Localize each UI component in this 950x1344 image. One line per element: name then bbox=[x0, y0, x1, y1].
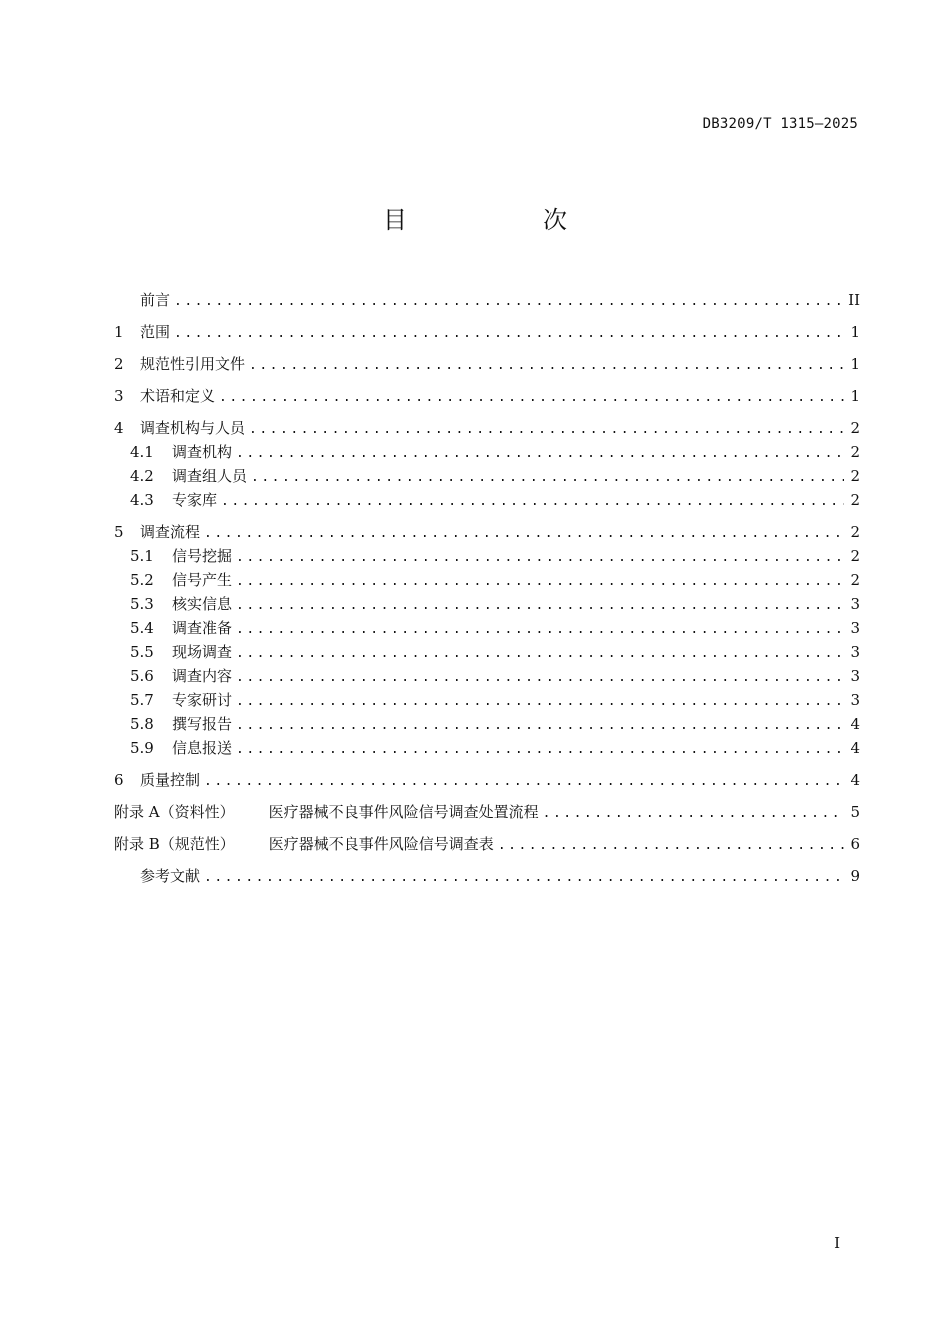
toc-entry-number: 4.3 bbox=[130, 491, 154, 509]
toc-entry[interactable] bbox=[114, 712, 860, 736]
toc-entry-page: 3 bbox=[850, 667, 860, 685]
toc-entry-page: 3 bbox=[850, 619, 860, 637]
toc-dot-leader bbox=[249, 418, 844, 442]
toc-entry[interactable] bbox=[114, 736, 860, 760]
toc-entry[interactable] bbox=[114, 384, 860, 408]
toc-entry-number: 5.8 bbox=[130, 715, 154, 733]
toc-entry-label: 调查准备 bbox=[172, 619, 233, 637]
toc-entry-page: II bbox=[848, 291, 860, 309]
document-code: DB3209/T 1315—2025 bbox=[702, 116, 858, 132]
toc-entry-page: 1 bbox=[850, 387, 860, 405]
toc-entry[interactable] bbox=[114, 288, 860, 312]
toc-entry-label: 医疗器械不良事件风险信号调查处置流程 bbox=[268, 803, 539, 821]
toc-entry-page: 6 bbox=[850, 835, 860, 853]
toc-entry[interactable] bbox=[114, 832, 860, 856]
toc-entry-number: 5.5 bbox=[130, 643, 154, 661]
toc-dot-leader bbox=[204, 866, 844, 890]
toc-entry-number: 5.4 bbox=[130, 619, 154, 637]
toc-entry[interactable] bbox=[114, 440, 860, 464]
toc-entry-label: 前言 bbox=[140, 291, 171, 309]
toc-entry-number: 1 bbox=[114, 323, 124, 341]
toc-entry-page: 3 bbox=[850, 643, 860, 661]
toc-entry-number: 2 bbox=[114, 355, 124, 373]
toc-dot-leader bbox=[543, 802, 844, 826]
page-number: I bbox=[834, 1234, 840, 1252]
toc-dot-leader bbox=[236, 442, 844, 466]
toc-dot-leader bbox=[174, 322, 844, 346]
toc-entry[interactable] bbox=[114, 568, 860, 592]
toc-entry-page: 9 bbox=[850, 867, 860, 885]
toc-entry-label: 信号产生 bbox=[172, 571, 233, 589]
toc-dot-leader bbox=[236, 642, 844, 666]
toc-entry-number: 4.2 bbox=[130, 467, 154, 485]
toc-entry[interactable] bbox=[114, 664, 860, 688]
toc-entry-label: 信号挖掘 bbox=[172, 547, 233, 565]
toc-entry[interactable] bbox=[114, 688, 860, 712]
toc-entry-number: 4 bbox=[114, 419, 124, 437]
toc-entry-label: 调查流程 bbox=[140, 523, 201, 541]
toc-entry-label: 参考文献 bbox=[140, 867, 201, 885]
toc-entry-page: 2 bbox=[850, 491, 860, 509]
toc-entry[interactable] bbox=[114, 488, 860, 512]
toc-dot-leader bbox=[236, 618, 844, 642]
toc-entry-page: 3 bbox=[850, 595, 860, 613]
toc-entry-page: 4 bbox=[850, 739, 860, 757]
toc-entry-page: 2 bbox=[850, 523, 860, 541]
toc-entry-number: 5.7 bbox=[130, 691, 154, 709]
toc-entry-label: 范围 bbox=[140, 323, 171, 341]
toc-entry-label: 质量控制 bbox=[140, 771, 201, 789]
toc-dot-leader bbox=[498, 834, 844, 858]
toc-entry[interactable] bbox=[114, 320, 860, 344]
toc-entry-page: 2 bbox=[850, 467, 860, 485]
toc-entry[interactable] bbox=[114, 616, 860, 640]
toc-entry[interactable] bbox=[114, 352, 860, 376]
toc-entry-page: 4 bbox=[850, 715, 860, 733]
toc-dot-leader bbox=[236, 666, 844, 690]
toc-entry-number: 6 bbox=[114, 771, 124, 789]
toc-entry-page: 1 bbox=[850, 355, 860, 373]
toc-entry-label: 专家库 bbox=[172, 491, 218, 509]
toc-entry[interactable] bbox=[114, 592, 860, 616]
toc-entry-number: 5.3 bbox=[130, 595, 154, 613]
toc-entry-label: 撰写报告 bbox=[172, 715, 233, 733]
toc-entry-page: 1 bbox=[850, 323, 860, 341]
toc-entry-number: 5 bbox=[114, 523, 124, 541]
table-of-contents bbox=[114, 288, 860, 888]
toc-entry-number: 5.2 bbox=[130, 571, 154, 589]
toc-dot-leader bbox=[204, 770, 844, 794]
toc-entry-label: 规范性引用文件 bbox=[140, 355, 246, 373]
toc-entry-label: 术语和定义 bbox=[140, 387, 216, 405]
toc-entry-page: 3 bbox=[850, 691, 860, 709]
toc-entry-number: 5.9 bbox=[130, 739, 154, 757]
toc-entry[interactable] bbox=[114, 768, 860, 792]
toc-entry-label: 专家研讨 bbox=[172, 691, 233, 709]
toc-entry-page: 5 bbox=[850, 803, 860, 821]
toc-dot-leader bbox=[236, 690, 844, 714]
toc-entry-label: 调查机构与人员 bbox=[140, 419, 246, 437]
toc-entry[interactable] bbox=[114, 800, 860, 824]
toc-entry[interactable] bbox=[114, 520, 860, 544]
toc-dot-leader bbox=[236, 714, 844, 738]
toc-dot-leader bbox=[236, 594, 844, 618]
toc-entry-page: 2 bbox=[850, 419, 860, 437]
toc-entry-label: 现场调查 bbox=[172, 643, 233, 661]
toc-entry-label: 调查内容 bbox=[172, 667, 233, 685]
toc-entry-page: 2 bbox=[850, 547, 860, 565]
toc-entry[interactable] bbox=[114, 864, 860, 888]
toc-entry[interactable] bbox=[114, 416, 860, 440]
toc-entry-number: 4.1 bbox=[130, 443, 154, 461]
toc-dot-leader bbox=[236, 546, 844, 570]
toc-entry-number: 5.1 bbox=[130, 547, 154, 565]
page-title: 目 次 bbox=[383, 206, 623, 234]
toc-entry-number: 5.6 bbox=[130, 667, 154, 685]
toc-entry[interactable] bbox=[114, 640, 860, 664]
toc-dot-leader bbox=[236, 738, 844, 762]
toc-entry-number: 3 bbox=[114, 387, 124, 405]
toc-dot-leader bbox=[174, 290, 842, 314]
toc-entry-number: 附录 A（资料性） bbox=[114, 803, 235, 821]
toc-entry[interactable] bbox=[114, 464, 860, 488]
toc-entry[interactable] bbox=[114, 544, 860, 568]
toc-dot-leader bbox=[221, 490, 844, 514]
toc-entry-page: 4 bbox=[850, 771, 860, 789]
toc-entry-label: 调查机构 bbox=[172, 443, 233, 461]
toc-dot-leader bbox=[249, 354, 844, 378]
toc-entry-label: 信息报送 bbox=[172, 739, 233, 757]
toc-entry-number: 附录 B（规范性） bbox=[114, 835, 235, 853]
toc-entry-page: 2 bbox=[850, 443, 860, 461]
toc-entry-label: 核实信息 bbox=[172, 595, 233, 613]
toc-dot-leader bbox=[251, 466, 844, 490]
toc-dot-leader bbox=[219, 386, 844, 410]
toc-dot-leader bbox=[236, 570, 844, 594]
toc-entry-label: 调查组人员 bbox=[172, 467, 248, 485]
toc-dot-leader bbox=[204, 522, 844, 546]
toc-entry-label: 医疗器械不良事件风险信号调查表 bbox=[268, 835, 494, 853]
toc-entry-page: 2 bbox=[850, 571, 860, 589]
